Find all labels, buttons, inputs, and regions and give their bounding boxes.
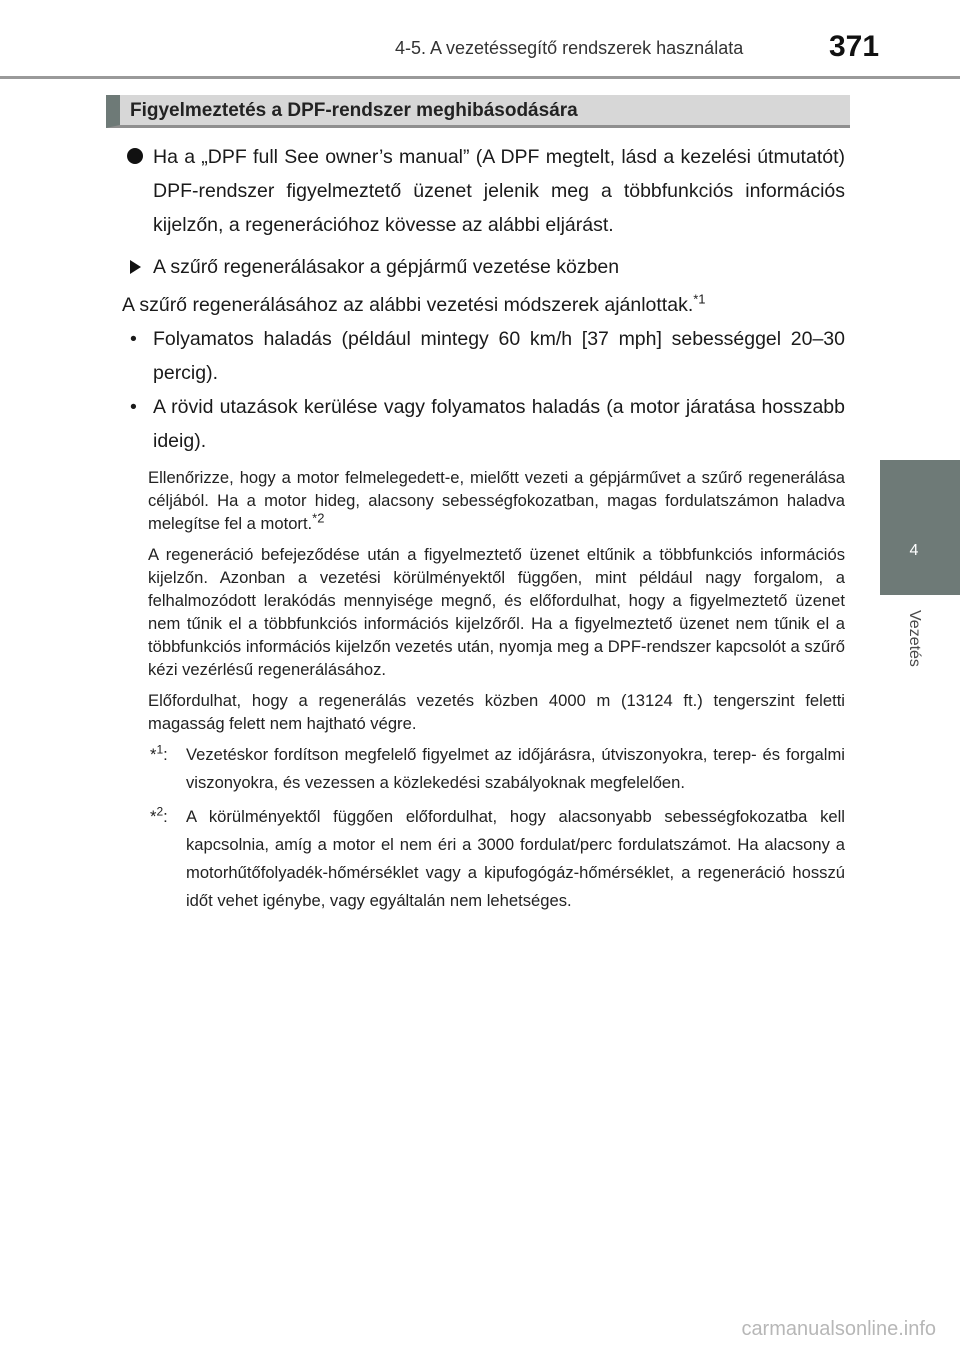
note-text: A regeneráció befejeződése után a figyelmeztető üzenet eltűnik a többfunkciós információs kijelzőn. Azonban a vezetési körülményektől függően, mint például nagy forgalom, a felhalmozódott lerakódás mennyisége megnő, és előfordulhat, hogy a figyelmeztető üzenet nem tűnik el a többfunkciós információs kijelzőről. Ha a figyelmeztető üzenet nem tűnik el a többfunkciós információs kijelzőn vezetés után, nyomja meg a DPF-rendszer kapcsolót a szűrő kézi vezérlésű regenerálásához. bbox=[148, 545, 845, 679]
watermark: carmanualsonline.info bbox=[741, 1318, 936, 1340]
footnote-star: * bbox=[150, 745, 157, 764]
sub-heading bbox=[122, 250, 845, 284]
footnote-number: 2 bbox=[156, 804, 164, 819]
footnote-number: 1 bbox=[156, 742, 164, 757]
section-banner bbox=[106, 95, 850, 128]
note-text: Előfordulhat, hogy a regenerálás vezetés közben 4000 m (13124 ft.) tengerszint feletti magasság felett nem hajtható végre. bbox=[148, 691, 845, 733]
chapter-number: 4 bbox=[909, 542, 919, 559]
chapter-tab bbox=[880, 460, 960, 595]
page-number: 371 bbox=[829, 30, 880, 63]
note-text: Ellenőrizze, hogy a motor felmelegedett-e, mielőtt vezeti a gépjárművet a szűrő regenerálása céljából. Ha a motor hideg, alacsony sebességfokozatban, magas fordulatszámon haladva melegítse fel a motort. bbox=[148, 468, 845, 533]
list-bullet: • bbox=[130, 328, 137, 350]
footnote-ref-1: *1 bbox=[693, 291, 706, 307]
note-paragraph bbox=[148, 689, 845, 735]
section-title: Figyelmeztetés a DPF-rendszer meghibásodására bbox=[130, 100, 578, 121]
recommendation-line bbox=[122, 288, 845, 322]
footnote bbox=[122, 741, 845, 797]
footnote-mark: *$^1$: bbox=[150, 742, 168, 764]
note-paragraph bbox=[148, 466, 845, 535]
list-item bbox=[122, 322, 845, 390]
sub-heading-text: A szűrő regenerálásakor a gépjármű vezetése közben bbox=[153, 256, 620, 278]
running-header: 4-5. A vezetéssegítő rendszerek használata bbox=[395, 38, 744, 58]
chapter-label: Vezetés bbox=[906, 610, 923, 667]
list-bullet: • bbox=[130, 396, 137, 418]
list-item-text: Folyamatos haladás (például mintegy 60 km/h [37 mph] sebességgel 20–30 percig). bbox=[153, 328, 845, 384]
footnote bbox=[122, 803, 845, 915]
intro-text: Ha a „DPF full See owner’s manual” (A DPF megtelt, lásd a kezelési útmutatót) DPF-rendszer figyelmeztető üzenet jelenik meg a többfunkciós információs kijelzőn, a regenerációhoz kövesse az alábbi eljárást. bbox=[153, 146, 845, 236]
main-content bbox=[122, 140, 845, 915]
list-item bbox=[122, 390, 845, 458]
footnote-text: A körülményektől függően előfordulhat, hogy alacsonyabb sebességfokozatba kell kapcsolnia, amíg a motor el nem éri a 3000 fordulat/perc fordulatszámot. Ha alacsony a motorhűtőfolyadék-hőmérséklet vagy a kipufogógáz-hőmérséklet, a regeneráció hosszú időt vehet igénybe, vagy egyáltalán nem lehetséges. bbox=[186, 807, 845, 910]
footnote-ref-2: *2 bbox=[312, 510, 325, 526]
footnote-mark: *$^2$: bbox=[150, 804, 168, 826]
bullet-dot-icon bbox=[127, 148, 143, 164]
footnote-text: Vezetéskor fordítson megfelelő figyelmet az időjárásra, útviszonyokra, terep- és forgalmi viszonyokra, és vezessen a közlekedési szabályoknak megfelelően. bbox=[186, 745, 845, 792]
recommendation-text: A szűrő regenerálásához az alábbi vezetési módszerek ajánlottak. bbox=[122, 294, 694, 316]
note-paragraph bbox=[148, 543, 845, 681]
header-rule bbox=[0, 76, 960, 79]
footnote-star: * bbox=[150, 807, 157, 826]
triangle-marker-icon bbox=[130, 260, 141, 274]
intro-paragraph bbox=[122, 140, 845, 242]
list-item-text: A rövid utazások kerülése vagy folyamatos haladás (a motor járatása hosszabb ideig). bbox=[153, 396, 845, 452]
